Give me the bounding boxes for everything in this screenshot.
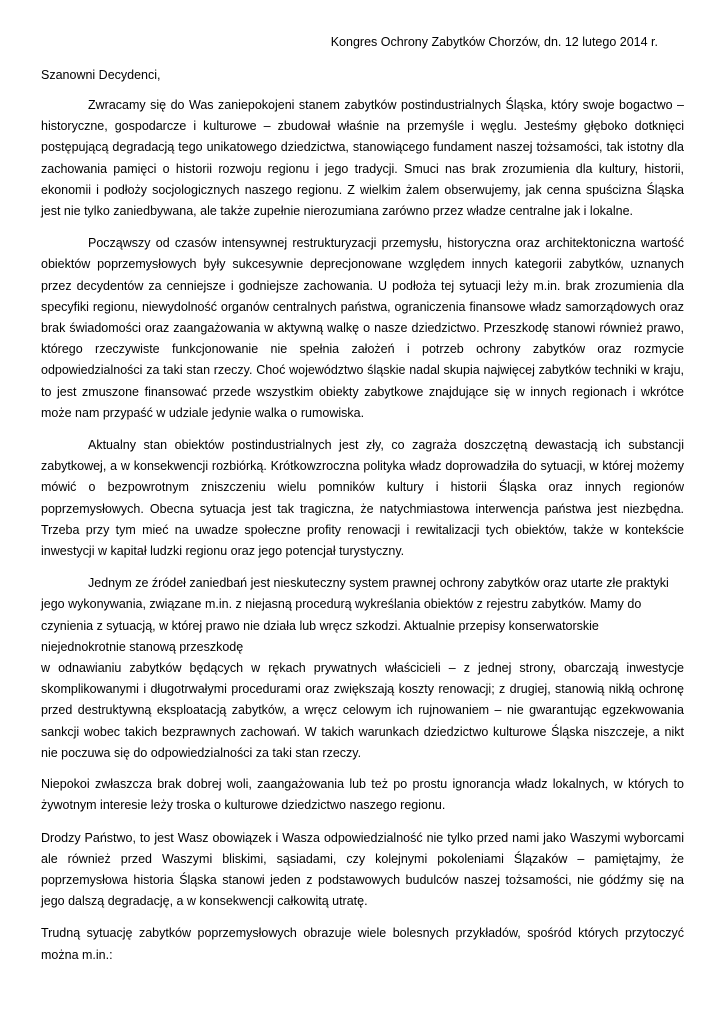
salutation: Szanowni Decydenci, xyxy=(41,68,161,82)
paragraph-7: Trudną sytuację zabytków poprzemysłowych obrazuje wiele bolesnych przykładów, spośród których przytoczyć można m.in.: xyxy=(41,926,684,962)
paragraph-6: Drodzy Państwo, to jest Wasz obowiązek i Wasza odpowiedzialność nie tylko przed nami jako Waszymi wyborcami ale również przed Waszymi bliskimi, sąsiadami, czy kolejnymi pokoleniami Ślązaków – pamiętajmy, że poprzemysłowa historia Śląska stanowi jeden z podstawowych budulców naszej tożsamości, nie gódźmy się na jego dalszą degradację, a w konsekwencji całkowitą utratę. xyxy=(41,830,684,909)
letter-body xyxy=(41,95,684,966)
paragraph-4-continuation: w odnawianiu zabytków będących w rękach prywatnych właścicieli – z jednej strony, obarczają inwestycje skomplikowanymi i długotrwałymi procedurami oraz zwiększają koszty renowacji; z drugiej, stanowią nikłą ochronę przed destruktywną eksploatacją zabytków, a wręcz celowym ich rujnowaniem – nie gwarantując egzekwowania sankcji wobec takich bezprawnych zachowań. W takich warunkach dziedzictwo kulturowe Śląska niszczeje, a nikt nie poczuwa się do odpowiedzialności za taki stan rzeczy. xyxy=(41,661,684,760)
paragraph-5: Niepokoi zwłaszcza brak dobrej woli, zaangażowania lub też po prostu ignorancja władz lokalnych, w których to żywotnym interesie leży troska o kulturowe dziedzictwo naszego regionu. xyxy=(41,777,684,813)
paragraph-2: Począwszy od czasów intensywnej restrukturyzacji przemysłu, historyczna oraz architektoniczna wartość obiektów poprzemysłowych były sukcesywnie deprecjonowane względem innych kategorii zabytków, uznanych przez decydentów za cenniejsze i godniejsze zachowania. U podłoża tej sytuacji leży m.in. brak zrozumienia dla specyfiki regionu, niewydolność organów centralnych państwa, ograniczenia finansowe władz samorządowych oraz brak świadomości oraz zaangażowania w aktywną walkę o nasze dziedzictwo. Przeszkodę stanowi również prawo, którego rzeczywiste funkcjonowanie nie spełnia założeń i potrzeb ochrony zabytków oraz rozmycie odpowiedzialności za taki stan rzeczy. Choć województwo śląskie nadal skupia najwięcej zabytków techniki w kraju, to jest zmuszone finansować przede wszystkim obiekty zabytkowe znajdujące się w innych regionach i wkrótce może nam przypaść w udziale jedynie walka o rumowiska. xyxy=(41,236,684,420)
paragraph-1: Zwracamy się do Was zaniepokojeni stanem zabytków postindustrialnych Śląska, który swoje bogactwo – historyczne, gospodarcze i kulturowe – zbudował właśnie na przemyśle i węglu. Jesteśmy głęboko dotknięci postępującą degradacją tego unikatowego dziedzictwa, stanowiącego fundament naszej tożsamości, tak istotny dla zachowania pamięci o historii rozwoju regionu i jego tradycji. Smuci nas brak zrozumienia dla kultury, historii, ekonomii i podłoży socjologicznych naszego regionu. Z wielkim żalem obserwujemy, jak cenna spuścizna Śląska jest nie tylko zaniedbywana, ale także zupełnie nierozumiana zarówno przez władze centralne jak i lokalne. xyxy=(41,98,684,219)
paragraph-3: Aktualny stan obiektów postindustrialnych jest zły, co zagraża doszczętną dewastacją ich substancji zabytkowej, a w konsekwencji rozbiórką. Krótkowzroczna polityka władz doprowadziła do sytuacji, w której możemy mówić o bezpowrotnym zniszczeniu wielu pomników kultury i historii Śląska oraz innych regionów poprzemysłowych. Obecna sytuacja jest tak tragiczna, że natychmiastowa interwencja państwa jest niezbędna. Trzeba przy tym mieć na uwadze społeczne profity renowacji i rewitalizacji tych obiektów, także w kontekście inwestycji w kapitał ludzki regionu oraz jego potencjał turystyczny. xyxy=(41,438,684,559)
date-line: Kongres Ochrony Zabytków Chorzów, dn. 12 lutego 2014 r. xyxy=(330,35,658,49)
paragraph-4: Jednym ze źródeł zaniedbań jest nieskuteczny system prawnej ochrony zabytków oraz utarte złe praktyki jego wykonywania, związane m.in. z niejasną procedurą wykreślania obiektów z rejestru zabytków. Mamy do czynienia z sytuacją, w której prawo nie działa lub wręcz szkodzi. Aktualnie przepisy konserwatorskie niejednokrotnie stanową przeszkodę xyxy=(41,576,669,654)
